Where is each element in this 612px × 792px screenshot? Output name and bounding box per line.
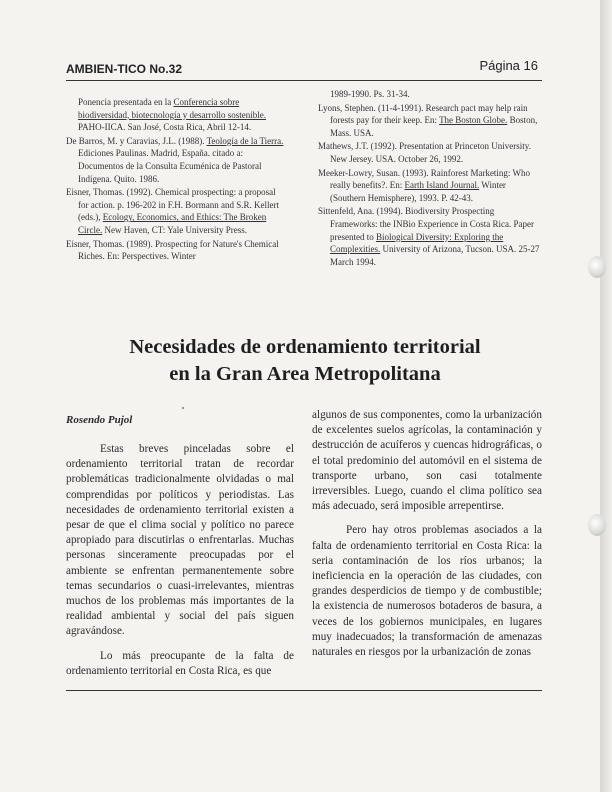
reference-text: PAHO-IICA. San José, Costa Rica, Abril 12-14. <box>78 122 252 133</box>
reference-text: Winter (Southern Hemisphere), 1993. P. 42-43. <box>330 180 506 203</box>
reference-text: Eisner, Thomas. (1992). Chemical prospecting: a proposal for action. p. 196-202 in F.H. Bormann and S.R. Kellert (eds.), <box>66 187 280 223</box>
article-author: Rosendo Pujol <box>66 414 133 426</box>
reference-text: Perspectives. Winter <box>121 251 196 262</box>
reference-underlined-title: Biological Diversity: Exploring the Complexities. <box>330 231 504 255</box>
article-title-line2: en la Gran Area Metropolitana <box>169 363 441 385</box>
reference-entry <box>318 205 540 268</box>
article-title-line1: Necesidades de ordenamiento territorial <box>129 336 481 358</box>
reference-text: Eisner, Thomas. (1989). Prospecting for Nature's Chemical Riches. En: <box>66 238 279 262</box>
reference-text: University of Arizona, Tucson. USA. 25-27 March 1994. <box>330 244 540 267</box>
reference-underlined-title: Conferencia sobre biodiversidad, biotecnología y desarrollo sostenible. <box>78 97 266 120</box>
body-paragraph: Lo más preocupante de la falta de ordenamiento territorial en Costa Rica, es que <box>66 649 294 677</box>
reference-text: 1989-1990. Ps. 31-34. <box>330 89 410 99</box>
page-edge-shadow <box>600 0 612 792</box>
reference-text: Boston, Mass. USA. <box>330 115 538 138</box>
reference-entry <box>318 140 540 165</box>
reference-text: Meeker-Lowry, Susan. (1993). Rainforest Marketing: Who really benefits?. En: <box>318 167 531 191</box>
reference-underlined-title: Ecology, Economics, and Ethics: The Broken Circle. <box>78 212 267 235</box>
body-left-column <box>66 442 294 679</box>
reference-text: Sittenfeld, Ana. (1994). Biodiversity Prospecting Frameworks: the INBio Experience in Costa Rica. Paper presented to <box>318 206 534 242</box>
body-paragraph: algunos de sus componentes, como la urbanización de excelentes suelos agrícolas, la contaminación y destrucción de acuíferos y cuencas hidrográficas, o el total predominio del automóvil en el sistema de transporte urbano, son casi totalmente irreversibles. Luego, cuando el clima político sea más adecuado, será imposible arrepentirse. <box>312 409 542 513</box>
reference-text: Ediciones Paulinas. Madrid, España. citado a: Documentos de la Consulta Ecuménica de Pastoral Indígena. Quito. 1986. <box>78 148 262 184</box>
reference-entry <box>318 88 540 101</box>
reference-text: Ponencia presentada en la <box>78 97 174 107</box>
reference-text: New Haven, CT: Yale University Press. <box>102 224 248 235</box>
reference-entry <box>66 238 288 263</box>
header-rule <box>66 80 542 81</box>
reference-entry <box>318 102 540 140</box>
footer-rule <box>66 690 542 691</box>
reference-text: Lyons, Stephen. (11-4-1991). Research pact may help rain forests pay for their keep. En: <box>318 102 528 126</box>
reference-entry <box>66 135 288 185</box>
body-paragraph: Estas breves pinceladas sobre el ordenamiento territorial tratan de recordar problemáticas tradicionalmente olvidadas o mal comprendidas por políticos y periodistas. Las necesidades de ordenamiento territorial existen a pesar de que el clima social y político no parece apropiado para discutirlas o enfrentarlas. Muchas personas sinceramente preocupadas por el ambiente se enfrentan permanentemente sobre temas secundarios o cuasi-irrelevantes, mientras muchos de los problemas más importantes de la realidad ambiental y social del país siguen agravándose. <box>66 443 294 638</box>
reference-text: De Barros, M. y Caravias, J.L. (1988). <box>66 135 207 146</box>
reference-underlined-title: Teología de la Tierra. <box>206 135 284 146</box>
article-title <box>60 334 550 388</box>
page-header <box>66 58 536 78</box>
reference-entry <box>318 167 540 205</box>
scan-speck <box>182 407 184 409</box>
page-number: Página 16 <box>479 58 538 73</box>
reference-underlined-title: Earth Island Journal. <box>404 180 480 191</box>
punch-hole <box>588 256 606 278</box>
reference-entry <box>66 186 288 236</box>
reference-text: Mathews, J.T. (1992). Presentation at Princeton University. New Jersey. USA. October 26, 1992. <box>318 141 531 164</box>
references-left-column <box>66 96 288 264</box>
body-paragraph: Pero hay otros problemas asociados a la falta de ordenamiento territorial en Costa Rica: la seria contaminación de los ríos urbanos; la ineficiencia en la operación de las ciudades, con grandes desperdicios de tiempo y de combustible; la existencia de numerosos botaderos de basura, a veces de los gobiernos municipales, en lugares muy inadecuados; la transformación de amenazas naturales en riesgos por la urbanización de zonas <box>312 524 542 659</box>
reference-entry <box>66 96 288 134</box>
references-right-column <box>318 88 540 269</box>
punch-hole <box>588 514 606 536</box>
reference-underlined-title: The Boston Globe. <box>439 115 508 126</box>
journal-name: AMBIEN-TICO No.32 <box>66 62 183 76</box>
body-right-column <box>312 408 542 660</box>
